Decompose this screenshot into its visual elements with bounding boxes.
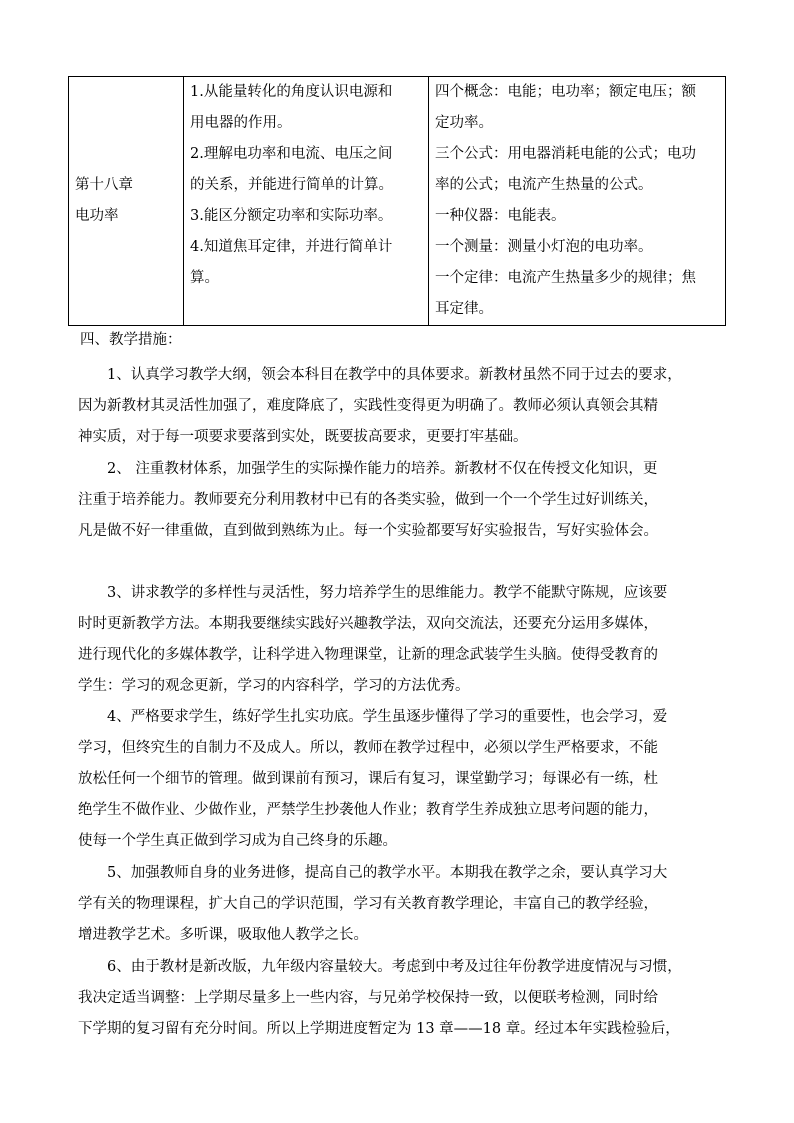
table-row <box>69 77 726 326</box>
paragraph-line: 3、讲求教学的多样性与灵活性，努力培养学生的思维能力。教学不能默守陈规，应该要 <box>78 585 668 601</box>
paragraph-line: 我决定适当调整：上学期尽量多上一些内容，与兄弟学校保持一致，以便联考检测，同时给 <box>78 990 658 1006</box>
chapter-number: 第十八章 <box>75 177 133 193</box>
goal-line: 的关系，并能进行简单的计算。 <box>190 177 393 193</box>
goal-line: 3.能区分额定功率和实际功率。 <box>190 208 393 224</box>
paragraph-2 <box>78 454 724 547</box>
content-line: 一个定律：电流产生热量多少的规律；焦 <box>435 270 696 286</box>
chapter-title: 电功率 <box>75 208 119 224</box>
paragraph-line: 放松任何一个细节的管理。做到课前有预习，课后有复习，课堂勤学习；每课必有一练，杜 <box>78 771 658 787</box>
paragraph-line: 6、由于教材是新改版，九年级内容量较大。考虑到中考及过往年份教学进度情况与习惯， <box>78 959 682 975</box>
paragraph-4 <box>78 702 724 857</box>
goals-cell <box>184 77 429 326</box>
content-line: 一种仪器：电能表。 <box>435 208 566 224</box>
chapter-outline-table <box>68 76 726 326</box>
paragraph-line: 绝学生不做作业、少做作业，严禁学生抄袭他人作业；教育学生养成独立思考问题的能力， <box>78 802 658 818</box>
paragraph-6 <box>78 952 724 1045</box>
paragraph-line: 时时更新教学方法。本期我要继续实践好兴趣教学法，双向交流法，还要充分运用多媒体， <box>78 616 658 632</box>
goal-line: 2.理解电功率和电流、电压之间 <box>190 146 393 162</box>
content-line: 三个公式：用电器消耗电能的公式；电功 <box>435 146 696 162</box>
paragraph-line: 学有关的物理课程，扩大自己的学识范围，学习有关教育教学理论，丰富自己的教学经验， <box>78 896 658 912</box>
paragraph-line: 注重于培养能力。教师要充分利用教材中已有的各类实验，做到一个一个学生过好训练关， <box>78 492 658 508</box>
paragraph-line: 凡是做不好一律重做，直到做到熟练为止。每一个实验都要写好实验报告，写好实验体会。 <box>78 523 658 539</box>
paragraph-line: 2、 注重教材体系，加强学生的实际操作能力的培养。新教材不仅在传授文化知识，更 <box>78 461 658 477</box>
goal-line: 算。 <box>190 270 219 286</box>
content-line: 四个概念：电能；电功率；额定电压；额 <box>435 84 696 100</box>
section-title: 四、教学措施： <box>80 332 182 348</box>
content-line: 定功率。 <box>435 115 493 131</box>
paragraph-line: 因为新教材其灵活性加强了，难度降底了，实践性变得更为明确了。教师必须认真领会其精 <box>78 398 658 414</box>
paragraph-line: 学生：学习的观念更新，学习的内容科学，学习的方法优秀。 <box>78 678 470 694</box>
content-cell <box>429 77 726 326</box>
paragraph-line: 进行现代化的多媒体教学，让科学进入物理课堂，让新的理念武装学生头脑。使得受教育的 <box>78 647 658 663</box>
chapter-cell <box>69 77 184 326</box>
paragraph-3 <box>78 578 724 702</box>
content-line: 一个测量：测量小灯泡的电功率。 <box>435 239 653 255</box>
content-line: 率的公式；电流产生热量的公式。 <box>435 177 653 193</box>
paragraph-1 <box>78 360 724 453</box>
paragraph-line: 4、严格要求学生，练好学生扎实功底。学生虽逐步懂得了学习的重要性，也会学习，爱 <box>78 709 668 725</box>
paragraph-line: 使每一个学生真正做到学习成为自己终身的乐趣。 <box>78 833 397 849</box>
goal-line: 4.知道焦耳定律，并进行简单计 <box>190 239 393 255</box>
goal-line: 用电器的作用。 <box>190 115 292 131</box>
paragraph-line: 下学期的复习留有充分时间。所以上学期进度暂定为 13 章——18 章。经过本年实践检验后， <box>78 1021 680 1037</box>
goal-line: 1.从能量转化的角度认识电源和 <box>190 84 393 100</box>
paragraph-line: 增进教学艺术。多听课，吸取他人教学之长。 <box>78 927 368 943</box>
paragraph-line: 神实质，对于每一项要求要落到实处，既要拔高要求，更要打牢基础。 <box>78 429 528 445</box>
paragraph-line: 5、加强教师自身的业务进修，提高自己的教学水平。本期我在教学之余，要认真学习大 <box>78 865 668 881</box>
paragraph-line: 学习，但终究生的自制力不及成人。所以，教师在教学过程中，必须以学生严格要求，不能 <box>78 740 658 756</box>
paragraph-line: 1、认真学习教学大纲，领会本科目在教学中的具体要求。新教材虽然不同于过去的要求， <box>78 367 682 383</box>
content-line: 耳定律。 <box>435 301 493 317</box>
paragraph-5 <box>78 858 724 951</box>
